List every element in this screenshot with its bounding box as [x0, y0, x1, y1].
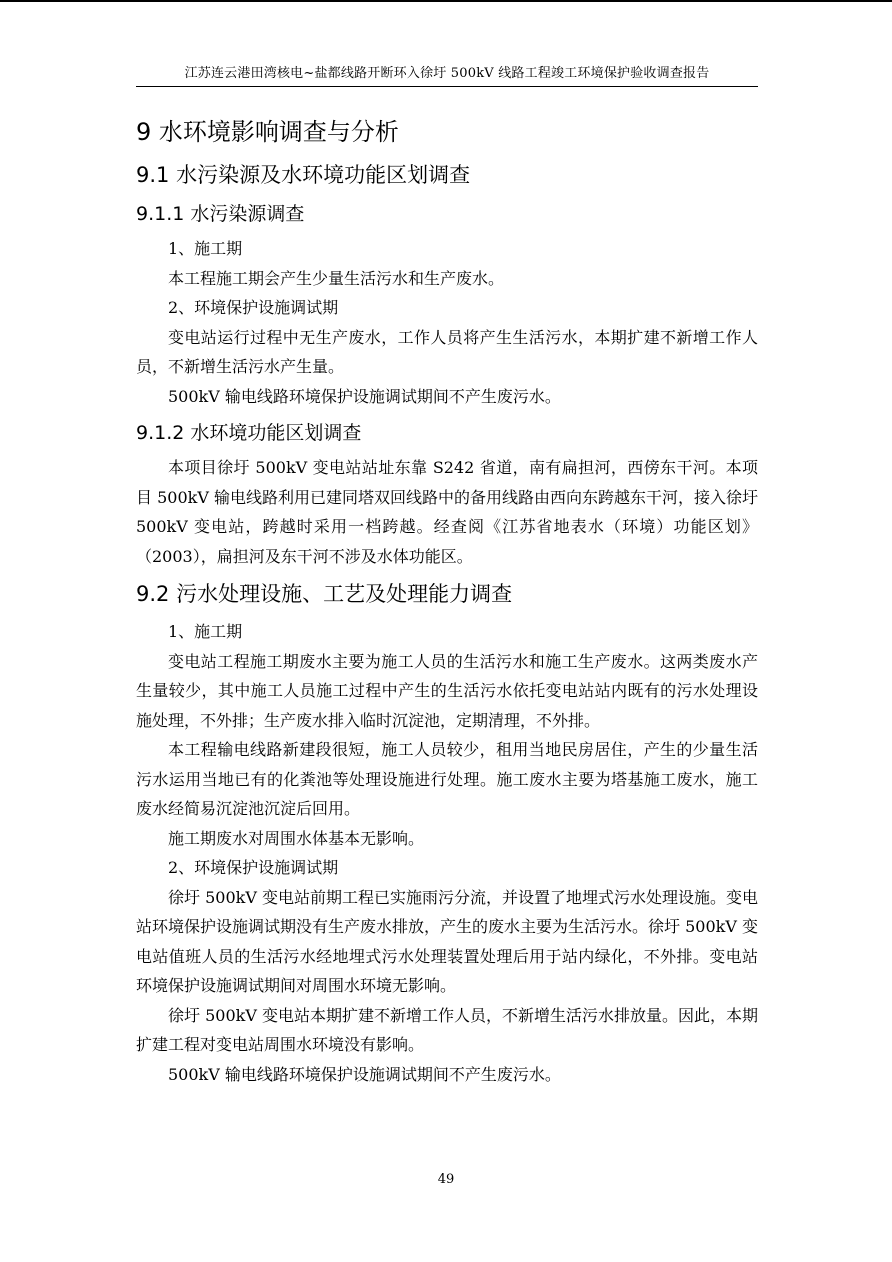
section-9-1-2-title: 9.1.2 水环境功能区划调查	[136, 422, 362, 444]
section-9-1-1-title: 9.1.1 水污染源调查	[136, 203, 305, 225]
section-9-1-title: 9.1 水污染源及水环境功能区划调查	[136, 163, 471, 187]
paragraph: 500kV 输电线路环境保护设施调试期间不产生废污水。	[168, 1064, 561, 1084]
page-number: 49	[437, 1172, 455, 1187]
paragraph: 2、环境保护设施调试期	[168, 858, 339, 877]
paragraph: 本工程施工期会产生少量生活污水和生产废水。	[168, 268, 505, 288]
paragraph: 施工期废水对周围水体基本无影响。	[168, 828, 425, 848]
paragraph: 本项目徐圩 500kV 变电站站址东靠 S242 省道，南有扁担河，西傍东干河。本项目 500kV 输电线路利用已建同塔双回线路中的备用线路由西向东跨越东干河，接入徐圩 500kV 变电站，跨越时采用一档跨越。经查阅《江苏省地表水（环境）功能区划》（2003），扁担河及东干河不涉及水体功能区。	[136, 458, 758, 566]
chapter-title: 9 水环境影响调查与分析	[136, 118, 399, 146]
top-border	[0, 0, 892, 2]
paragraph: 1、施工期	[168, 239, 243, 258]
paragraph: 本工程输电线路新建段很短，施工人员较少，租用当地民房居住，产生的少量生活污水运用当地已有的化粪池等处理设施进行处理。施工废水主要为塔基施工废水，施工废水经简易沉淀池沉淀后回用。	[136, 740, 758, 818]
paragraph: 1、施工期	[168, 622, 243, 641]
paragraph: 变电站运行过程中无生产废水，工作人员将产生生活污水，本期扩建不新增工作人员，不新增生活污水产生量。	[136, 327, 758, 376]
paragraph: 2、环境保护设施调试期	[168, 298, 339, 317]
paragraph: 徐圩 500kV 变电站本期扩建不新增工作人员，不新增生活污水排放量。因此，本期扩建工程对变电站周围水环境没有影响。	[136, 1005, 758, 1054]
paragraph: 500kV 输电线路环境保护设施调试期间不产生废污水。	[168, 386, 561, 406]
paragraph: 徐圩 500kV 变电站前期工程已实施雨污分流，并设置了地埋式污水处理设施。变电站环境保护设施调试期没有生产废水排放，产生的废水主要为生活污水。徐圩 500kV 变电站值班人员的生活污水经地埋式污水处理装置处理后用于站内绿化，不外排。变电站环境保护设施调试期间对周围水环境无影响。	[136, 887, 758, 995]
section-9-2-title: 9.2 污水处理设施、工艺及处理能力调查	[136, 582, 513, 606]
page-body	[136, 114, 758, 1089]
running-header: 江苏连云港田湾核电~盐都线路开断环入徐圩 500kV 线路工程竣工环境保护验收调查报告	[136, 64, 758, 87]
paragraph: 变电站工程施工期废水主要为施工人员的生活污水和施工生产废水。这两类废水产生量较少，其中施工人员施工过程中产生的生活污水依托变电站站内既有的污水处理设施处理，不外排；生产废水排入临时沉淀池，定期清理，不外排。	[136, 651, 758, 730]
